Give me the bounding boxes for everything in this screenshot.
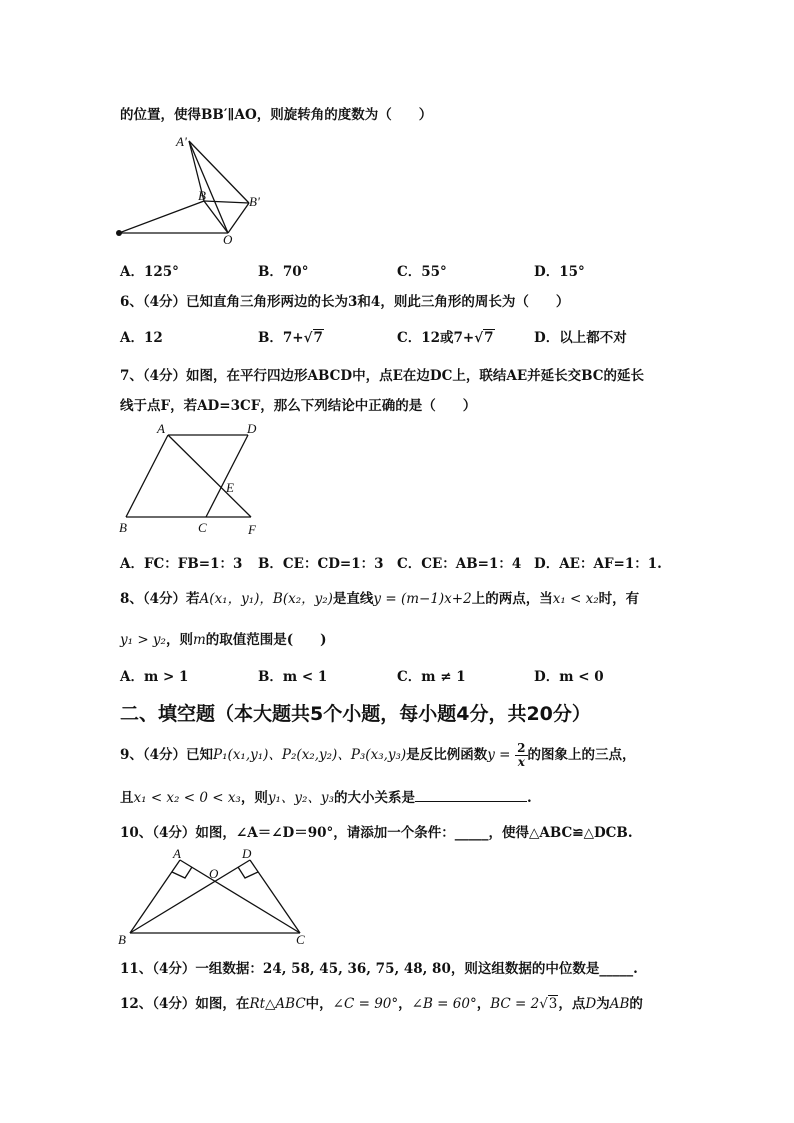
q7-option-b[interactable]: B．CE：CD=1：3 [258, 556, 384, 572]
q8-line2 [120, 628, 327, 648]
q12-angle-c: ∠C = 90° [332, 996, 399, 1012]
q6-option-b-radicand: 7 [313, 330, 323, 346]
q6-option-b-prefix: B．7+ [258, 330, 304, 346]
q5-option-b[interactable]: B．70° [258, 264, 309, 280]
q6-option-b[interactable]: B．7+√7 [258, 330, 323, 346]
q8-prefix: 8、（4分）若 [120, 591, 200, 607]
q12-sep1: 中， [305, 996, 333, 1012]
q5-option-d[interactable]: D．15° [534, 264, 585, 280]
q7-label-d: D [247, 421, 257, 436]
q12-sep4: ，点 [558, 996, 586, 1012]
q8-option-d[interactable]: D．m < 0 [534, 669, 604, 685]
q8-ask: 的取值范围是( ) [205, 632, 327, 648]
q7-line1: 7、（4分）如图，在平行四边形ABCD中，点E在边DC上，联结AE并延长交BC的延长 [120, 368, 645, 384]
q8-line-equation: y = (m−1)x+2 [373, 591, 472, 607]
q5-text: 的位置，使得BB′∥AO，则旋转角的度数为（ ） [120, 107, 433, 123]
q7-label-b: B [119, 520, 127, 535]
q12-triangle: Rt△ABC [249, 996, 306, 1012]
q7-options [120, 552, 680, 572]
q8-then: ，则 [165, 632, 193, 648]
q9-fraction-denominator: x [517, 755, 525, 769]
q9-prefix: 9、（4分）已知 [120, 747, 214, 763]
q12-bc: BC = 2 [490, 996, 540, 1012]
q9-function-lhs: y = [487, 747, 511, 763]
q9-fraction [515, 742, 527, 769]
q8-y-condition: y₁ > y₂ [120, 632, 166, 648]
q9-mid: 是反比例函数 [406, 747, 488, 763]
q9-then: ，则 [240, 790, 268, 806]
q8-condition: x₁ < x₂ [552, 591, 599, 607]
section-heading: 二、填空题（本大题共5个小题，每小题4分，共20分） [120, 703, 591, 725]
q5-label-b: B [198, 188, 206, 203]
q9-period: . [526, 790, 532, 806]
q10-label-d: D [242, 846, 252, 861]
q7-option-d[interactable]: D．AE：AF=1：1. [534, 556, 662, 572]
q7-line2: 线于点F，若AD=3CF，那么下列结论中正确的是（ ） [120, 398, 477, 414]
q9-points: P₁(x₁,y₁)、P₂(x₂,y₂)、P₃(x₃,y₃) [213, 747, 407, 763]
q9-and: 且 [120, 790, 134, 806]
q10-triangles-figure [116, 846, 316, 946]
q10-label-a: A [173, 846, 181, 861]
q5-options [120, 260, 680, 280]
q8-option-c[interactable]: C．m ≠ 1 [397, 669, 466, 685]
q7-label-e: E [226, 480, 234, 495]
q8-m: m [192, 632, 206, 648]
q11-text: 11、（4分）一组数据：24, 58, 45, 36, 75, 48, 80，则这组数据的中位数是_____. [120, 961, 638, 977]
q8-line1 [120, 587, 639, 607]
q12-line1: 12、（4分）如图，在Rt△ABC中，∠C = 90°，∠B = 60°，BC = 2√3，点D为AB的 [120, 996, 643, 1012]
q6-text: 6、（4分）已知直角三角形两边的长为3和4，则此三角形的周长为（ ） [120, 294, 570, 310]
q9-line2 [120, 786, 532, 806]
q7-label-f: F [248, 522, 256, 537]
q5-label-a-prime: A' [176, 134, 187, 149]
q12-sep3: ， [476, 996, 491, 1012]
q8-options [120, 665, 680, 685]
q9-answer-blank[interactable] [415, 789, 527, 802]
q9-ask: 的大小关系是 [333, 790, 415, 806]
q7-option-c[interactable]: C．CE：AB=1：4 [397, 556, 522, 572]
q9-condition: x₁ < x₂ < 0 < x₃ [133, 790, 241, 806]
q5-label-o: O [223, 232, 233, 247]
q10-label-c: C [296, 932, 305, 947]
q12-tail: 的 [629, 996, 643, 1012]
q9-fraction-numerator: 2 [517, 741, 526, 755]
q9-ys: y₁、y₂、y₃ [267, 790, 334, 806]
q8-option-a[interactable]: A．m > 1 [120, 669, 189, 685]
q6-option-a[interactable]: A．12 [120, 330, 163, 346]
q12-segment: AB [609, 996, 630, 1012]
q7-parallelogram-figure [116, 420, 266, 540]
q10-label-o: O [209, 866, 219, 881]
q7-label-c: C [198, 520, 207, 535]
q7-option-a[interactable]: A．FC：FB=1：3 [120, 556, 243, 572]
q6-option-d[interactable]: D．以上都不对 [534, 330, 627, 346]
q8-points: A(x₁，y₁)，B(x₂，y₂) [199, 591, 333, 607]
q12-prefix: 12、（4分）如图，在 [120, 996, 250, 1012]
q9-line1 [120, 742, 636, 769]
q12-point-d: D [585, 996, 597, 1012]
q6-option-c[interactable]: C．12或7+√7 [397, 330, 494, 346]
q5-option-a[interactable]: A．125° [120, 264, 179, 280]
q12-sep2: ， [398, 996, 412, 1012]
q5-option-c[interactable]: C．55° [397, 264, 447, 280]
q9-tail: 的图象上的三点， [527, 747, 636, 763]
q12-bc-radicand: 3 [548, 996, 558, 1012]
q5-label-b-prime: B' [249, 194, 260, 209]
q12-angle-b: ∠B = 60° [411, 996, 477, 1012]
q8-option-b[interactable]: B．m < 1 [258, 669, 328, 685]
q8-mid3: 时，有 [598, 591, 640, 607]
q7-label-a: A [157, 421, 165, 436]
q8-mid2: 上的两点，当 [471, 591, 553, 607]
q6-options [120, 326, 680, 346]
q6-option-c-prefix: C．12或7+ [397, 330, 475, 346]
q10-label-b: B [118, 932, 126, 947]
q8-mid1: 是直线 [332, 591, 374, 607]
q12-sep5: 为 [596, 996, 610, 1012]
q6-option-c-radicand: 7 [484, 330, 494, 346]
q5-rotation-figure [116, 133, 276, 245]
q10-text: 10、（4分）如图，∠A＝∠D＝90°，请添加一个条件：_____，使得△ABC≌△DCB. [120, 825, 633, 841]
